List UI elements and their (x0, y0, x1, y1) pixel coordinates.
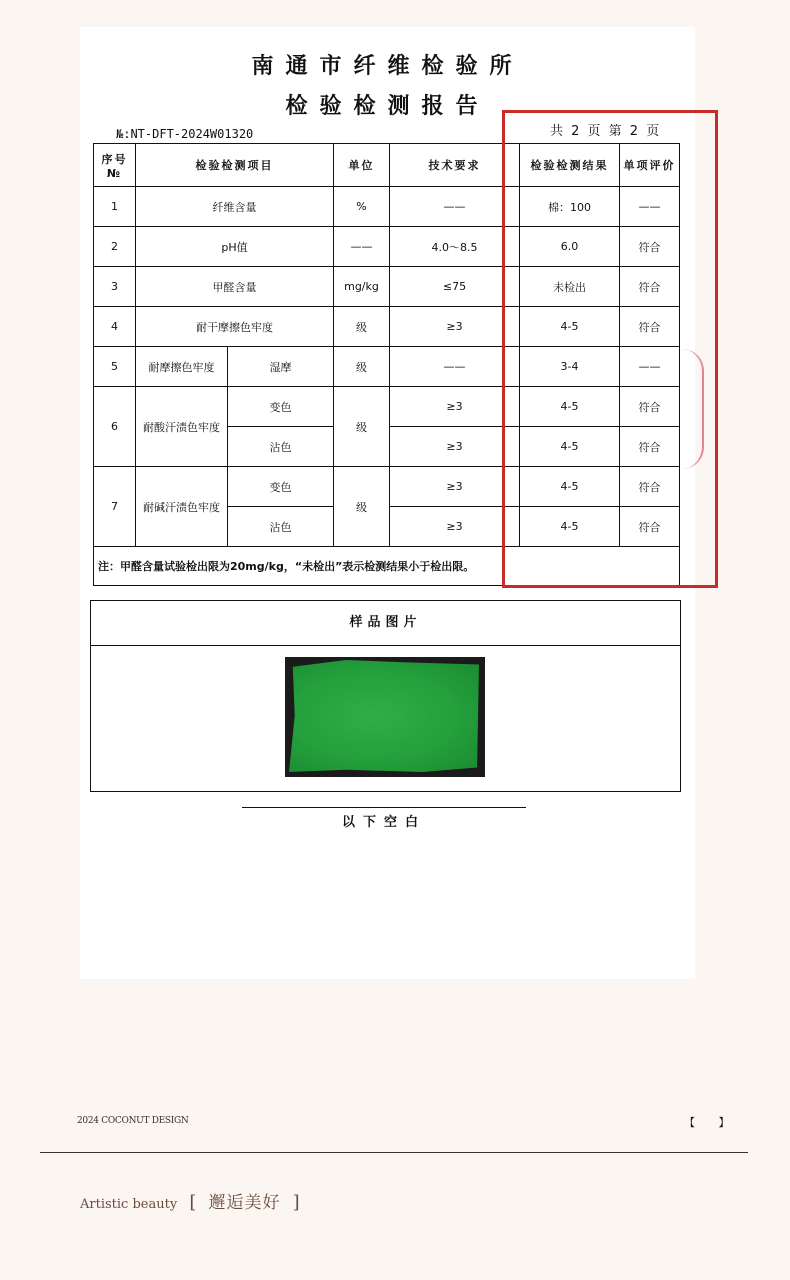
row-requirement: ≥3 (390, 427, 520, 467)
tagline-cn: 邂逅美好 (208, 1193, 281, 1213)
row-item: 耐碱汗渍色牢度 (136, 467, 228, 547)
row-evaluation: 符合 (620, 427, 680, 467)
row-result: 3-4 (520, 347, 620, 387)
row-requirement: —— (390, 187, 520, 227)
header-evaluation: 单项评价 (620, 144, 680, 187)
row-requirement: ≥3 (390, 507, 520, 547)
row-subitem: 沾色 (228, 427, 334, 467)
row-unit: % (334, 187, 390, 227)
row-unit: 级 (334, 467, 390, 547)
row-subitem: 沾色 (228, 507, 334, 547)
row-item: pH值 (136, 227, 334, 267)
blank-notice: 以下空白 (341, 815, 426, 830)
row-unit: 级 (334, 347, 390, 387)
row-item: 甲醛含量 (136, 267, 334, 307)
row-subitem: 变色 (228, 387, 334, 427)
footer-brand: 2024 COCONUT DESIGN (77, 1116, 189, 1126)
header-result: 检验检测结果 (520, 144, 620, 187)
row-evaluation: 符合 (620, 267, 680, 307)
row-evaluation: —— (620, 347, 680, 387)
header-item: 检验检测项目 (136, 144, 334, 187)
blank-divider (242, 807, 526, 808)
row-subitem: 变色 (228, 467, 334, 507)
row-evaluation: 符合 (620, 307, 680, 347)
row-item: 纤维含量 (136, 187, 334, 227)
institute-name: 南通市纤维检验所 (251, 54, 524, 79)
row-result: 4-5 (520, 427, 620, 467)
row-subitem: 湿摩 (228, 347, 334, 387)
row-requirement: ≥3 (390, 467, 520, 507)
tagline-bracket-open: [ (189, 1192, 197, 1213)
table-note: 注：甲醛含量试验检出限为20mg/kg，“未检出”表示检测结果小于检出限。 (94, 547, 680, 586)
row-evaluation: 符合 (620, 387, 680, 427)
tagline-en: Artistic beauty (80, 1197, 178, 1212)
row-unit: 级 (334, 307, 390, 347)
row-requirement: ≥3 (390, 307, 520, 347)
row-evaluation: 符合 (620, 227, 680, 267)
header-no: 序号 № (94, 144, 136, 187)
row-result: 未检出 (520, 267, 620, 307)
row-no: 6 (94, 387, 136, 467)
row-result: 4-5 (520, 307, 620, 347)
row-item: 耐干摩擦色牢度 (136, 307, 334, 347)
row-no: 5 (94, 347, 136, 387)
row-evaluation: 符合 (620, 467, 680, 507)
sample-section (90, 600, 681, 792)
report-title: 检验检测报告 (285, 94, 490, 119)
row-unit: mg/kg (334, 267, 390, 307)
header-unit: 单位 (334, 144, 390, 187)
report-number: №:NT-DFT-2024W01320 (116, 127, 254, 141)
header-requirement: 技术要求 (390, 144, 520, 187)
row-unit: —— (334, 227, 390, 267)
sample-photo (285, 657, 485, 777)
row-result: 棉：100 (520, 187, 620, 227)
row-unit: 级 (334, 387, 390, 467)
row-no: 4 (94, 307, 136, 347)
row-evaluation: 符合 (620, 507, 680, 547)
highlight-box (502, 110, 718, 588)
row-item: 耐摩擦色牢度 (136, 347, 228, 387)
footer-divider (40, 1152, 748, 1153)
sample-title: 样品图片 (91, 601, 680, 646)
row-evaluation: —— (620, 187, 680, 227)
row-result: 4-5 (520, 467, 620, 507)
row-requirement: —— (390, 347, 520, 387)
row-no: 2 (94, 227, 136, 267)
footer-brackets: 【 】 (684, 1116, 740, 1129)
row-no: 3 (94, 267, 136, 307)
row-requirement: ≥3 (390, 387, 520, 427)
tagline (80, 1188, 308, 1213)
row-no: 7 (94, 467, 136, 547)
green-fabric-image (289, 660, 479, 772)
row-result: 4-5 (520, 507, 620, 547)
row-item: 耐酸汗渍色牢度 (136, 387, 228, 467)
page-count: 共 2 页 第 2 页 (550, 124, 662, 139)
row-result: 4-5 (520, 387, 620, 427)
tagline-bracket-close: ] (292, 1192, 300, 1213)
row-requirement: 4.0～8.5 (390, 227, 520, 267)
row-requirement: ≤75 (390, 267, 520, 307)
row-result: 6.0 (520, 227, 620, 267)
row-no: 1 (94, 187, 136, 227)
